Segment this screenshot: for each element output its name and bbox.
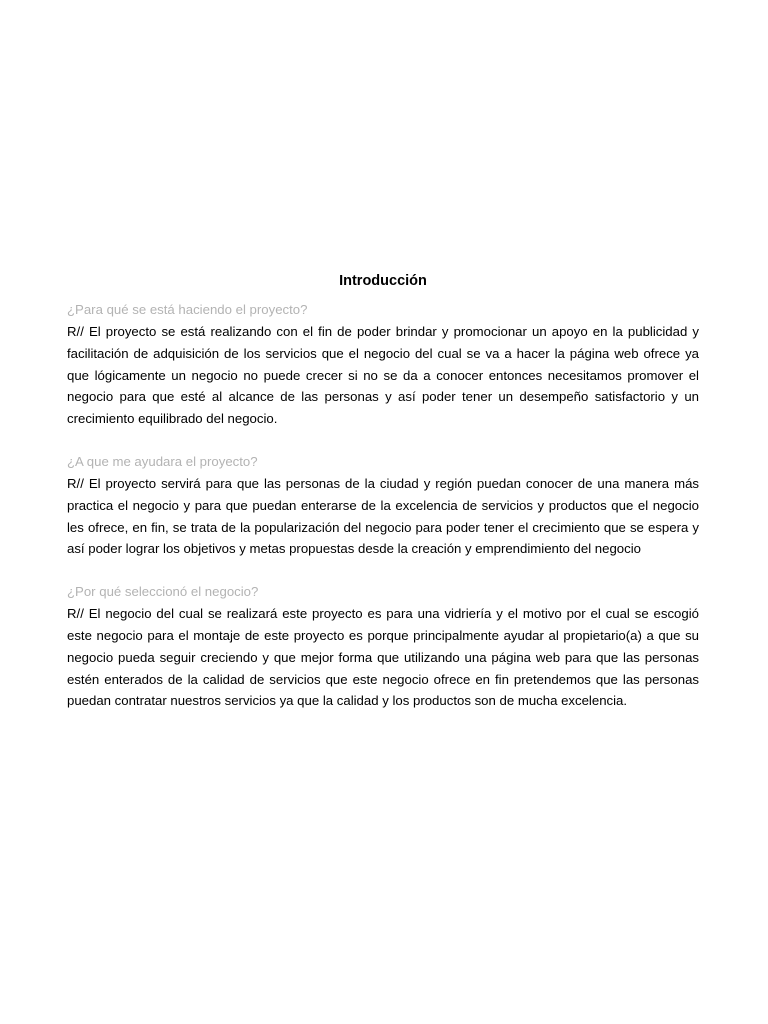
document-title: Introducción — [339, 273, 427, 289]
section-answer: R// El proyecto se está realizando con el fin de poder brindar y promocionar un apoyo en la publicidad y facilitación de adquisición de los servicios que el negocio del cual se va a hacer la página web ofrece ya que lógicamente un negocio no puede crecer si no se da a conocer entonces necesitamos promover el negocio para que esté al alcance de las personas y así poder tener un desempeño satisfactorio y un crecimiento equilibrado del negocio. — [67, 324, 699, 427]
section-answer: R// El proyecto servirá para que las personas de la ciudad y región puedan conocer de una manera más practica el negocio y para que puedan enterarse de la excelencia de servicios y productos que el negocio les ofrece, en fin, se trata de la popularización del negocio para poder tener el crecimiento que se espera y así poder lograr los objetivos y metas propuestas desde la creación y emprendimiento del negocio — [67, 475, 699, 557]
section-purpose — [67, 299, 699, 430]
section-benefit — [67, 451, 699, 560]
section-question: ¿Por qué seleccionó el negocio? — [67, 584, 259, 600]
section-selection — [67, 581, 699, 712]
section-question: ¿Para qué se está haciendo el proyecto? — [67, 302, 308, 317]
document-content — [67, 270, 699, 733]
section-question: ¿A que me ayudara el proyecto? — [67, 453, 258, 469]
section-answer: R// El negocio del cual se realizará este proyecto es para una vidriería y el motivo por el cual se escogió este negocio para el montaje de este proyecto es porque principalmente ayudar al propietario(a) a que su negocio pueda seguir creciendo y que mejor forma que utilizando una página web para que las personas estén enterados de la calidad de servicios que este negocio ofrece en fin pretendemos que las personas puedan contratar nuestros servicios ya que la calidad y los productos son de mucha excelencia. — [67, 606, 699, 709]
